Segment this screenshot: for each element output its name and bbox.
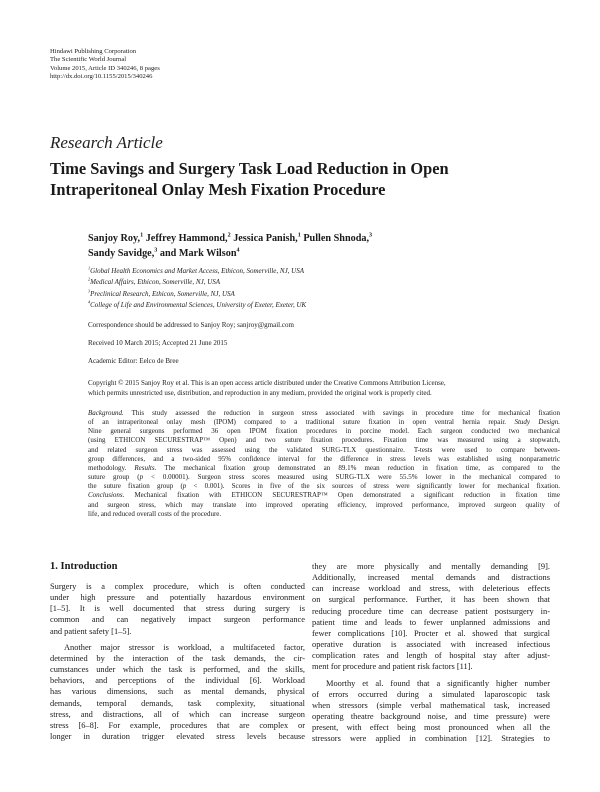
body-text-line: stressors were applied in combination [12]. Strategies to <box>312 734 550 744</box>
received-dates: Received 10 March 2015; Accepted 21 June 2015 <box>88 339 228 347</box>
section-heading: 1. Introduction <box>50 561 118 572</box>
body-text-line: reducing procedure time can decrease patient postsurgery in- <box>312 606 550 616</box>
abstract-line: and related surgeon stress was assessed using the validated SURG-TLX questionnaire. T-tests were used to compare between- <box>88 445 560 454</box>
author-affil-ref: 4 <box>236 247 240 254</box>
volume-info: Volume 2015, Article ID 340246, 8 pages <box>50 64 160 72</box>
author-name: Sandy Savidge, <box>88 247 155 259</box>
body-text-line: Additionally, increased mental demands and distractions <box>312 573 550 583</box>
abstract-line: Nine general surgeons performed 36 open IPOM fixation procedures in porcine model. Each surgeon conducted two mechanical <box>88 427 560 436</box>
affiliation: $^4$College of Life and Environmental Sciences, University of Exeter, Exeter, UK <box>88 299 307 309</box>
body-text-line: complication rates and length of hospital stay after adjust- <box>312 651 550 661</box>
author-name: Pullen Shnoda, <box>300 233 370 244</box>
body-text-line: ment for procedure and patient risk factors [11]. <box>312 662 473 672</box>
abstract-line: Background. This study assessed the reduction in surgeon stress associated with savings in procedure time for mechanical fixation <box>88 409 560 417</box>
journal-name: The Scientific World Journal <box>50 56 127 64</box>
journal-header <box>50 48 350 82</box>
author-affil-ref: 2 <box>227 232 231 239</box>
body-text-line: operative duration is associated with increased infectious <box>312 640 550 650</box>
author-affil-ref: 1 <box>297 232 301 239</box>
affiliation: $^1$Global Health Economics and Market Access, Ethicon, Somerville, NJ, USA <box>88 265 305 275</box>
body-text-line: Another major stressor is workload, a multifaceted factor, <box>64 642 305 652</box>
body-text-line: can increase workload and stress, with deleterious effects <box>312 584 550 594</box>
affiliation: $^3$Preclinical Research, Ethicon, Somerville, NJ, USA <box>88 288 235 298</box>
body-text-line: operating theatre background noise, and time pressure) were <box>312 712 550 722</box>
copyright-notice <box>88 379 558 398</box>
body-text-line: Moorthy et al. found that a significantly higher number <box>326 678 550 688</box>
paper-title <box>50 158 560 200</box>
body-column-right <box>312 561 550 745</box>
publisher-name: Hindawi Publishing Corporation <box>50 48 137 55</box>
article-type: Research Article <box>50 133 163 152</box>
doi-link[interactable]: http://dx.doi.org/10.1155/2015/340246 <box>50 73 153 81</box>
body-text-line: under high pressure and potentially hazardous environment <box>50 593 305 603</box>
abstract-line: the suture fixation group (p < 0.001). Scores in five of the six sources of stress were significantly lower for mechanical fixation. <box>88 482 560 491</box>
abstract-line: and surgeon stress, which may translate into improved operating efficiency, improved performance, improved surgeon quality of <box>88 500 560 509</box>
abstract-line: methodology. Results. The mechanical fixation group demonstrated an 89.1% mean reduction in fixation time, as compared to the <box>88 463 560 472</box>
body-text-line: fewer complications [10]. Procter et al. showed that surgical <box>312 628 550 638</box>
body-text-line: stress [6–8]. For example, procedures that are complex or <box>50 720 305 730</box>
affiliation: $^2$Medical Affairs, Ethicon, Somerville, NJ, USA <box>88 276 221 287</box>
body-text-line: Surgery is a complex procedure, which is often conducted <box>50 582 305 591</box>
author-name: Jessica Panish, <box>230 233 298 244</box>
abstract-line: (using ETHICON SECURESTRAP™ Open) and two suture fixation procedures. Fixation time was measured using a stopwatch, <box>88 436 560 445</box>
body-text-line: when stressors (simple verbal mathematical task, increased <box>312 700 550 710</box>
author-list <box>88 232 548 261</box>
author-name: Jeffrey Hammond, <box>143 233 228 244</box>
abstract-line: group differences, and a two-sided 95% confidence interval for the difference in stress levels was established using nonparametric <box>88 454 560 463</box>
academic-editor: Academic Editor: Eelco de Bree <box>88 357 179 365</box>
abstract-line: of an intraperitoneal onlay mesh (IPOM) compared to a traditional suture fixation in open ventral hernia repair. Study Design. <box>88 418 560 427</box>
body-text-line: behaviors, and perceptions of the individual [6]. Workload <box>50 676 305 686</box>
body-text-line: on surgical performance. Further, it has been shown that <box>312 595 550 605</box>
correspondence-note: Correspondence should be addressed to Sanjoy Roy; sanjroy@gmail.com <box>88 321 294 329</box>
body-text-line: of errors occurred during a simulated laparoscopic task <box>312 689 550 699</box>
abstract-line: suture group (p < 0.00001). Surgeon stress scores measured using SURG-TLX were 55.5% lower in the mechanical compared to <box>88 473 560 482</box>
author-affil-ref: 1 <box>140 232 144 239</box>
body-text-line: [1–5]. It is well documented that stress during surgery is <box>50 604 305 614</box>
body-column-left <box>50 581 305 742</box>
abstract-line: life, and reduced overall costs of the procedure. <box>88 509 222 518</box>
body-text-line: determined by the interaction of the task demands, the cir- <box>50 653 305 663</box>
author-affil-ref: 3 <box>369 232 373 239</box>
title-line: Intraperitoneal Onlay Mesh Fixation Procedure <box>50 180 386 199</box>
abstract-line: Conclusions. Mechanical fixation with ETHICON SECURESTRAP™ Open demonstrated a significant reduction in fixation time <box>88 491 560 500</box>
copyright-line: which permits unrestricted use, distribution, and reproduction in any medium, provided the original work is properly cited. <box>88 388 432 397</box>
body-text-line: longer in duration trigger elevated stress levels because <box>50 732 305 742</box>
author-name: Sanjoy Roy, <box>88 233 141 244</box>
body-text-line: patient time and leads to fewer unplanned admissions and <box>312 617 550 627</box>
author-name: and Mark Wilson <box>157 247 237 259</box>
title-line: Time Savings and Surgery Task Load Reduction in Open <box>50 159 449 178</box>
body-text-line: demands, temporal demands, task complexity, situational <box>50 698 305 708</box>
author-affil-ref: 3 <box>154 247 158 254</box>
body-text-line: they are more physically and mentally demanding [9]. <box>312 562 550 571</box>
body-text-line: common and can negatively impact surgeon performance <box>50 615 305 625</box>
body-text-line: cumstances under which the task is performed, and the skills, <box>50 665 305 675</box>
abstract <box>88 409 560 519</box>
copyright-line: Copyright © 2015 Sanjoy Roy et al. This is an open access article distributed under the Creative Commons Attribution License, <box>88 379 446 387</box>
body-text-line: stress, and distractions, all of which can increase surgeon <box>50 709 305 719</box>
affiliation-list <box>88 266 548 311</box>
body-text-line: present, with effect being most pronounced when all the <box>312 723 550 733</box>
body-text-line: has various dimensions, such as mental demands, physical <box>50 687 305 697</box>
body-text-line: and patient safety [1–5]. <box>50 626 132 636</box>
